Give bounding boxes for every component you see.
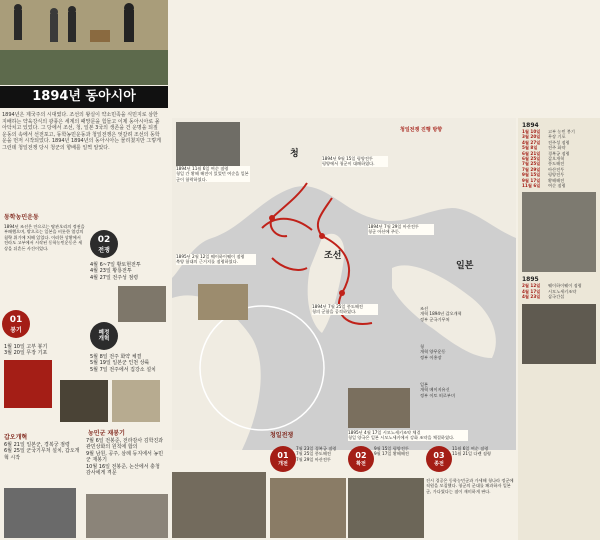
document-photo-2 [112,380,160,422]
badge-outbreak [270,446,296,472]
timeline-date: 5월 8일 [522,145,538,151]
badge-war [90,230,118,258]
shimonoseki-photo [348,388,410,428]
badge-uprising [2,310,30,338]
jeonju-photo [118,286,166,322]
timeline-event: 전주 화약 [548,145,566,151]
outbreak-photo [270,478,346,538]
donghak-section-label: 동학농민운동 [4,214,39,221]
reuprising-text: 7월 6일 전봉준, 전라감사 김학진과 관민상화의 원칙에 합의 9월 남원, 공주, 삼례 등지에서 농민군 재봉기 10월 16일 전봉준, 논산에서 충청감사에게 격문 [86,438,164,477]
badge-uprising-number: 01 [9,314,23,325]
reuprising-label: 농민군 재봉기 [88,430,125,437]
timeline-sidebar [518,118,600,540]
badge-escalation-number: 02 [355,451,367,460]
east-asia-map [172,118,516,450]
timeline-date: 4월 27일 [522,139,541,145]
badge-outbreak-number: 01 [277,451,289,460]
timeline-event: 아산전투 [548,166,565,172]
timeline-date: 6월 21일 [522,150,541,156]
gabo-photo [4,488,76,538]
badge-war-label: 전쟁 [98,246,110,254]
caption-weihaiwei: 1895년 2월 12일 웨이하이웨이 점령 북양 함대의 근거지를 점령하였다. [176,254,256,265]
donghak-emblem-image [4,360,52,408]
donghak-paragraph: 1894년 조선은 안으로는 탐관오리의 정권을 부패했으며, 밖으로는 일본을 비롯한 열강의 침략 위기에 처해 있었다. 이러한 상황에서 전라도 고부에서 시작된 동학농민운동은 세상을 뒤흔든 사건이었다. [4,224,85,251]
lushun-photo [176,122,240,166]
timeline-date: 4월 23일 [522,294,541,300]
timeline-year-1895: 1895 [522,276,539,284]
reform-dates: 5월 8일 전주 화약 체결 5월 19일 일본군 인천 상륙 5월 7일 전주에서 집강소 설치 [90,354,156,373]
timeline-event: 평양전투 [548,172,565,178]
timeline-row [522,294,596,299]
document-photo-1 [60,380,108,422]
badge-escalation [348,446,374,472]
timeline-event: 고부 농민 봉기 [548,129,575,134]
map-legend: 청일전쟁 진행 방향 [400,127,443,133]
war-dates: 4월 6~7일 황토현전투 4월 23일 황룡전투 4월 27일 전주성 점령 [90,262,141,281]
escalation-text: 9월 15일 평양전투 9월 17일 황해해전 [374,446,409,457]
sino-japanese-war-label: 청일전쟁 [270,432,294,439]
sidebar-photo-2 [522,304,596,364]
gabo-reform-text: 6월 21일 일본군, 경복궁 점령 6월 25일 군국기무처 설치, 갑오개혁 시작 [4,442,80,461]
timeline-event: 여순 점령 [548,183,566,189]
timeline-event: 웨이하이웨이 점령 [548,283,582,289]
timeline-event: 전주성 점령 [548,139,570,145]
uprising-dates: 1월 10일 고부 봉기 3월 20일 무장 기포 [4,344,48,357]
timeline-date: 2월 12일 [522,283,541,289]
timeline-event: 삼국간섭 [548,294,565,300]
caption-shimonoseki: 1895년 4월 17일 시모노세키조약 체결 청일 양국은 일본 시모노세키에서 강화 조약을 체결하였다. [348,430,468,441]
caption-pyongyang: 1894년 9월 15일 평양전투 평양에서 청군이 대패하였다. [322,156,388,167]
japan-info: 일본 개혁 메이지유신 정부 이토 히로부미 [420,382,456,398]
timeline-row [522,183,596,188]
reuprising-photo [86,494,168,538]
timeline-year-1894: 1894 [522,122,539,129]
badge-escalation-label: 확전 [356,461,366,467]
badge-end [426,446,452,472]
timeline-date: 7월 25일 [522,161,541,167]
caption-asan: 1894년 7월 29일 아산전투 청군 아산에 주둔. [368,224,434,235]
ugeumchi-photo [172,472,266,538]
timeline-event: 갑오개혁 [548,156,565,162]
weihaiwei-photo [198,284,248,320]
badge-end-number: 03 [433,451,445,460]
qing-info: 청 개혁 양무운동 정부 이홍장 [420,344,446,360]
escalation-photo [348,478,424,538]
timeline-event: 무장 기포 [548,134,566,140]
timeline-date: 11월 6일 [522,183,541,189]
badge-uprising-label: 봉기 [10,326,22,334]
intro-paragraph: 1894년은 제국주의 시대였다. 조선의 왕실이 약소민족을 식민지로 삼한 지배하는 약육강식의 광풍은 세계의 패망문을 힘들고 이제 동아시아로 몰아닥치고 있었다. 그 당에서 조선, 청, 일본 3국의 생존을 건 운명을 되짚 운동의 속에서 선전포고, 동학농민운동과 청일전쟁은 엇갈려 조선의 동학운을 먼저 시작되었다. 1894년 1894년의 동아시아는 물리쳤지만 그렇게 그런데 청일전쟁 당시 청군의 향배를 일찍 알았다. [2,112,161,151]
joseon-info: 조선 개혁 1894년 갑오개혁 정부 군국기무처 [420,306,462,322]
end-paragraph: 진시 경공은 동학농민군과 가세해 청나라 정군에 직원을 모집했다. 청군의 군대를 패과하자 일본군, 가다였다는 점이 재미하게 판다. [426,478,514,494]
label-joseon: 조선 [324,251,342,261]
timeline-date: 1월 10일 [522,129,541,134]
outbreak-text: 7월 23일 경복궁 점령 7월 25일 풍도해전 7월 29일 아산전투 [296,446,337,462]
badge-war-number: 02 [97,234,111,245]
label-japan: 일본 [456,261,474,271]
gabo-reform-label: 갑오개혁 [4,434,28,441]
timeline-event: 경복궁 점령 [548,150,570,156]
timeline-date: 3월 20일 [522,134,541,140]
badge-outbreak-label: 개전 [278,461,288,467]
timeline-event: 풍도해전 [548,161,565,167]
timeline-date: 6월 25일 [522,156,541,162]
palace-photo [522,192,596,272]
end-text: 11월 6일 여순 점령 11월 21일 다롄 점령 [452,446,491,457]
caption-pungdo: 1894년 7월 25일 풍도해전 청의 군함을 공격하였다. [312,304,378,315]
timeline-date: 9월 17일 [522,177,541,183]
label-qing: 청 [290,149,299,159]
timeline-event: 황해해전 [548,177,565,183]
page-title: 1894년 동아시아 [0,86,168,108]
badge-end-label: 종전 [434,461,444,467]
header-illustration [0,0,168,85]
timeline-event: 시모노세키조약 [548,288,577,294]
caption-lushun: 1894년 11월 6일 여순 점령 청일 간 황해 해전이 있었던 여순을 일본군이 함락하였다. [176,166,249,182]
timeline-date: 4월 17일 [522,288,541,294]
badge-reform: 폐정 개혁 [90,322,118,350]
timeline-date: 9월 15일 [522,172,541,178]
timeline-date: 7월 29일 [522,166,541,172]
